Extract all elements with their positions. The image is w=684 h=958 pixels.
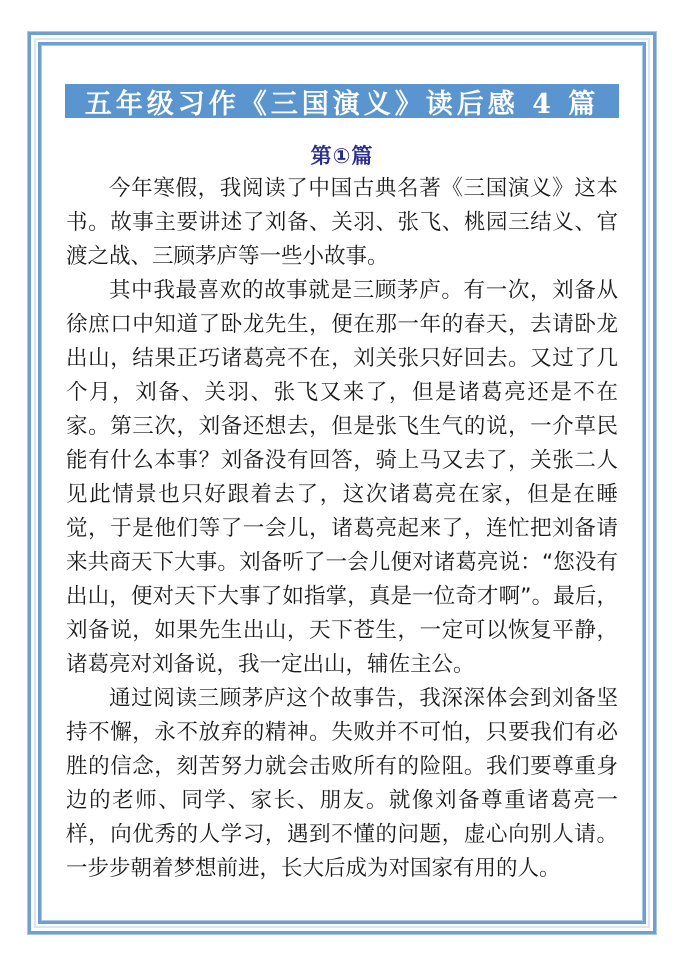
essay-body <box>66 172 618 886</box>
title-banner <box>65 84 619 118</box>
paragraph-3: 通过阅读三顾茅庐这个故事告，我深深体会到刘备坚持不懈，永不放弃的精神。失败并不可怕，只要我们有必胜的信念，刻苦努力就会击败所有的险阻。我们要尊重身边的老师、同学、家长、朋友。就像刘备尊重诸葛亮一样，向优秀的人学习，遇到不懂的问题，虚心向别人请。一步步朝着梦想前进，长大后成为对国家有用的人。 <box>66 686 618 881</box>
part-heading: 第①篇 <box>310 144 374 168</box>
paragraph-2: 其中我最喜欢的故事就是三顾茅庐。有一次，刘备从徐庶口中知道了卧龙先生，便在那一年的春天，去请卧龙出山，结果正巧诸葛亮不在，刘关张只好回去。又过了几个月，刘备、关羽、张飞又来了，但是诸葛亮还是不在家。第三次，刘备还想去，但是张飞生气的说，一介草民能有什么本事？刘备没有回答，骑上马又去了，关张二人见此情景也只好跟着去了，这次诸葛亮在家，但是在睡觉，于是他们等了一会儿，诸葛亮起来了，连忙把刘备请来共商天下大事。刘备听了一会儿便对诸葛亮说：“您没有出山，便对天下大事了如指掌，真是一位奇才啊”。最后，刘备说，如果先生出山，天下苍生，一定可以恢复平静，诸葛亮对刘备说，我一定出山，辅佐主公。 <box>66 278 618 677</box>
document-title: 五年级习作《三国演义》读后感 4 篇 <box>84 88 600 120</box>
paragraph-1: 今年寒假，我阅读了中国古典名著《三国演义》这本书。故事主要讲述了刘备、关羽、张飞、桃园三结义、官渡之战、三顾茅庐等一些小故事。 <box>66 176 618 269</box>
